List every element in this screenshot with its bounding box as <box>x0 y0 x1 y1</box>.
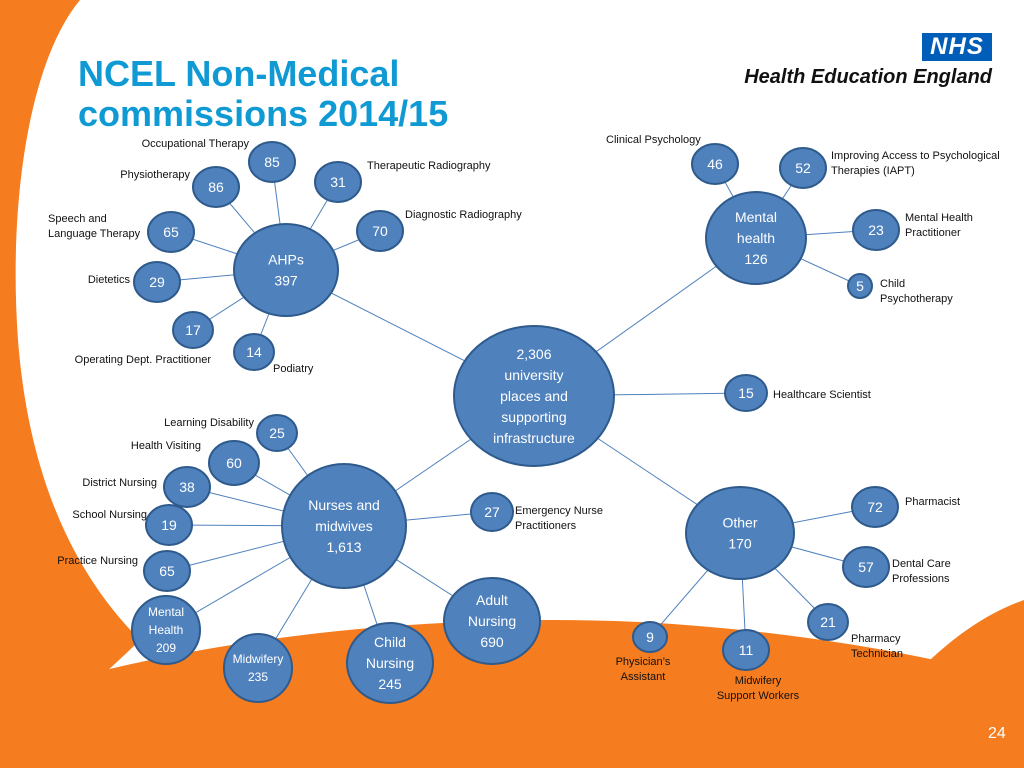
child-label-ahps-0: Occupational Therapy <box>141 138 249 150</box>
child-label-nurses-3: School Nursing <box>72 509 147 521</box>
group-node-ahps <box>234 224 338 316</box>
title-line-2: commissions 2014/15 <box>78 93 449 134</box>
child-node-nurses-4-text: 65 <box>159 562 175 579</box>
child-label-other-1: Professions <box>892 573 950 585</box>
child-label-other-4: Assistant <box>620 671 666 683</box>
group-node-other-text: Other <box>722 514 758 531</box>
child-label-nurses-5: Emergency Nurse <box>515 505 604 517</box>
child-node-ahps-0 <box>249 142 295 182</box>
large-node-2-text: Child <box>374 633 406 650</box>
child-node-mental-health-3-text: 5 <box>856 277 864 294</box>
group-node-mental-health <box>706 192 806 284</box>
child-label-other-1: Dental Care <box>892 558 951 570</box>
large-node-2-text: 245 <box>378 675 402 692</box>
group-node-nurses-text: 1,613 <box>326 538 362 555</box>
child-label-other-3: Support Workers <box>716 690 800 702</box>
large-node-3-text: Adult <box>476 591 508 608</box>
child-node-ahps-3-text: 70 <box>372 222 388 239</box>
child-label-ahps-7: Podiatry <box>273 363 314 375</box>
child-node-other-0 <box>852 487 898 527</box>
child-node-nurses-0 <box>257 415 297 451</box>
large-node-0-text: Mental <box>147 605 185 620</box>
large-node-0-text: 209 <box>155 641 177 656</box>
group-node-mental-health-text: health <box>736 229 776 246</box>
child-node-other-0-text: 72 <box>867 498 883 515</box>
child-label-other-0: Pharmacist <box>905 496 961 508</box>
group-node-mental-health-text: Mental <box>734 208 778 225</box>
hub-node <box>454 326 614 466</box>
child-node-nurses-1-text: 60 <box>226 454 242 471</box>
child-label-other-2: Technician <box>851 648 903 660</box>
hub-node-text: infrastructure <box>493 429 575 446</box>
child-label-mental-health-1: Therapies (IAPT) <box>831 165 915 177</box>
extra-label-ahps: Operating Dept. Practitioner <box>74 354 211 366</box>
group-node-healthcare-scientist-text: 15 <box>738 384 754 401</box>
child-label-nurses-5: Practitioners <box>515 520 577 532</box>
child-node-ahps-1-text: 86 <box>208 178 224 195</box>
child-node-mental-health-0 <box>692 144 738 184</box>
child-node-other-2-text: 21 <box>820 613 836 630</box>
child-node-nurses-3 <box>146 505 192 545</box>
child-node-other-4 <box>633 622 667 652</box>
page-number: 24 <box>988 725 1006 742</box>
group-node-other-shape <box>686 487 794 579</box>
large-node-0-text: Health <box>148 623 184 638</box>
child-label-nurses-4: Practice Nursing <box>57 555 138 567</box>
group-node-other-text: 170 <box>728 535 752 552</box>
child-label-nurses-1: Health Visiting <box>130 440 201 452</box>
group-node-ahps-text: AHPs <box>268 251 304 268</box>
child-node-ahps-4-text: 65 <box>163 223 179 240</box>
hub-node-text: 2,306 <box>516 345 552 362</box>
child-node-ahps-4 <box>148 212 194 252</box>
child-label-ahps-5: Dietetics <box>87 274 130 286</box>
child-label-other-3: Midwifery <box>734 675 782 687</box>
child-node-mental-health-3 <box>848 274 872 298</box>
child-node-mental-health-2-text: 23 <box>868 221 884 238</box>
child-node-nurses-2-text: 38 <box>179 478 195 495</box>
child-label-nurses-0: Learning Disability <box>164 417 254 429</box>
large-node-2-text: Nursing <box>365 654 415 671</box>
group-node-ahps-text: 397 <box>274 272 298 289</box>
large-node-1-shape <box>224 634 292 702</box>
nhs-logo: NHS <box>922 33 992 61</box>
hub-node-text: supporting <box>501 408 567 425</box>
child-node-ahps-6-text: 17 <box>185 321 201 338</box>
child-node-mental-health-1-text: 52 <box>795 159 811 176</box>
group-node-mental-health-text: 126 <box>744 250 768 267</box>
group-label-healthcare-scientist: Healthcare Scientist <box>773 389 871 401</box>
child-node-nurses-4 <box>144 551 190 591</box>
child-label-mental-health-3: Psychotherapy <box>880 293 953 305</box>
group-node-ahps-shape <box>234 224 338 316</box>
hub-node-text: university <box>504 366 564 383</box>
large-node-1-text: Midwifery <box>232 652 284 667</box>
large-node-0 <box>132 596 200 664</box>
child-label-mental-health-2: Mental Health <box>905 212 973 224</box>
child-node-nurses-2 <box>164 467 210 507</box>
child-node-ahps-7-text: 14 <box>246 343 262 360</box>
group-node-other <box>686 487 794 579</box>
child-label-ahps-1: Physiotherapy <box>120 169 190 181</box>
child-label-ahps-4: Language Therapy <box>48 228 141 240</box>
group-node-nurses-text: Nurses and <box>308 496 380 513</box>
child-label-mental-health-1: Improving Access to Psychological <box>831 150 1000 162</box>
child-node-mental-health-2 <box>853 210 899 250</box>
title-line-1: NCEL Non-Medical <box>78 53 400 94</box>
child-node-ahps-5-text: 29 <box>149 273 165 290</box>
group-node-nurses <box>282 464 406 588</box>
child-label-mental-health-2: Practitioner <box>905 227 961 239</box>
child-node-nurses-5 <box>471 493 513 531</box>
large-node-1-text: 235 <box>247 670 269 685</box>
child-label-other-4: Physician’s <box>615 656 671 668</box>
child-node-ahps-3 <box>357 211 403 251</box>
child-node-nurses-0-text: 25 <box>269 424 285 441</box>
child-label-other-2: Pharmacy <box>851 633 901 645</box>
child-label-ahps-3: Diagnostic Radiography <box>405 209 522 221</box>
child-node-other-4-text: 9 <box>646 628 654 645</box>
large-node-1 <box>224 634 292 702</box>
child-node-other-1 <box>843 547 889 587</box>
child-node-other-2 <box>808 604 848 640</box>
child-label-mental-health-0: Clinical Psychology <box>606 134 701 146</box>
child-node-nurses-5-text: 27 <box>484 503 500 520</box>
child-node-mental-health-1 <box>780 148 826 188</box>
child-node-ahps-0-text: 85 <box>264 153 280 170</box>
child-node-other-3 <box>723 630 769 670</box>
child-label-mental-health-3: Child <box>880 278 906 290</box>
child-node-ahps-2 <box>315 162 361 202</box>
group-node-nurses-text: midwives <box>315 517 373 534</box>
child-node-ahps-7 <box>234 334 274 370</box>
child-node-other-1-text: 57 <box>858 558 874 575</box>
child-node-nurses-3-text: 19 <box>161 516 177 533</box>
organisation-name: Health Education England <box>744 66 992 88</box>
child-label-ahps-4: Speech and <box>48 213 107 225</box>
child-label-ahps-2: Therapeutic Radiography <box>367 160 491 172</box>
large-node-3 <box>444 578 540 664</box>
child-node-ahps-2-text: 31 <box>330 173 346 190</box>
large-node-3-text: 690 <box>480 633 504 650</box>
child-label-nurses-2: District Nursing <box>82 477 157 489</box>
child-node-mental-health-0-text: 46 <box>707 155 723 172</box>
group-node-healthcare-scientist <box>725 375 767 411</box>
child-node-nurses-1 <box>209 441 259 485</box>
child-node-ahps-1 <box>193 167 239 207</box>
child-node-ahps-6 <box>173 312 213 348</box>
child-node-other-3-text: 11 <box>738 641 754 658</box>
hub-node-text: places and <box>500 387 568 404</box>
child-node-ahps-5 <box>134 262 180 302</box>
large-node-2 <box>347 623 433 703</box>
large-node-3-text: Nursing <box>467 612 517 629</box>
